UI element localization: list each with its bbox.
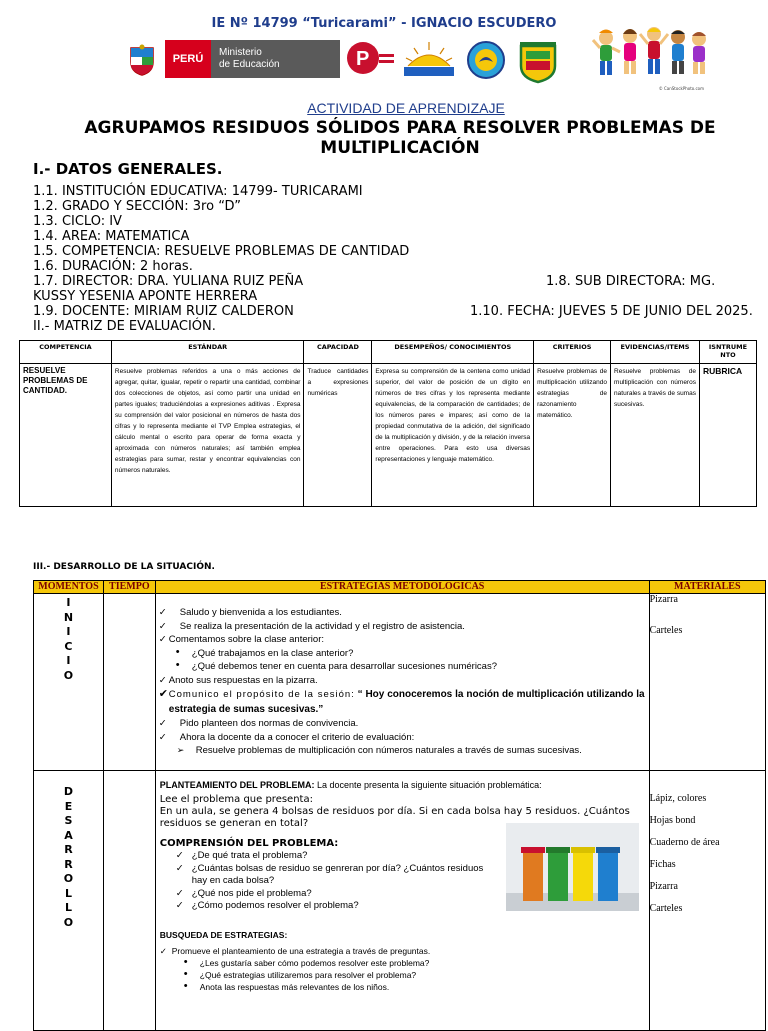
moment-letter: L <box>64 886 72 900</box>
moment-letter: I <box>66 596 71 609</box>
check-icon: ✓ <box>158 620 167 632</box>
general-competencia: 1.5. COMPETENCIA: RESUELVE PROBLEMAS DE CANTIDAD <box>33 244 410 259</box>
general-docente: 1.9. DOCENTE: MIRIAM RUIZ CALDERON <box>33 304 294 319</box>
check-icon: ✓ <box>159 945 167 956</box>
matrix-cell-criterios: Resuelve problemas de multiplicación utilizando estrategias de razonamiento matemático. <box>534 364 611 507</box>
check-icon: ✓ <box>158 731 167 743</box>
arrow-icon: ➢ <box>176 745 185 755</box>
matrix-col-competencia: COMPETENCIA <box>20 341 112 364</box>
ministry-logo <box>165 40 340 78</box>
moment-letter: S <box>64 814 73 827</box>
regional-emblem-logo <box>465 40 507 80</box>
dev-col-estrategias: ESTRATEGIAS METODOLOGICAS <box>155 581 649 594</box>
illustration-credit: © CanStockPhoto.com <box>658 86 704 91</box>
bullet-icon: • <box>183 955 188 968</box>
check-icon: ✓ <box>158 674 167 686</box>
desarrollo-row <box>34 771 766 1031</box>
development-table <box>33 580 766 1031</box>
material-item: Lápiz, colores <box>649 793 707 804</box>
list-item: ✓ Promueve el planteamiento de una estrategia a través de preguntas. <box>159 945 431 956</box>
materials-inicio <box>649 594 765 771</box>
list-item: ✓ ¿Cómo podemos resolver el problema? <box>175 900 359 911</box>
matrix-col-evidencias: EVIDENCIAS/ITEMS <box>611 341 700 364</box>
list-item: • ¿Qué debemos tener en cuenta para desarrollar sucesiones numéricas? <box>175 659 497 672</box>
check-icon: ✓ <box>175 887 184 899</box>
pronoei-logo <box>345 40 395 80</box>
general-director: 1.7. DIRECTOR: DRA. YULIANA RUIZ PEÑA <box>33 274 304 289</box>
ministry-line2: de Educación <box>219 59 280 70</box>
matrix-row <box>20 364 757 507</box>
matrix-col-criterios: CRITERIOS <box>534 341 611 364</box>
matrix-cell-desempenos: Expresa su comprensión de la centena como unidad superior, del valor de posición de un dígito en números de tres cifras y los representa mediante equivalencias, de la comparación de cantidades; de los números pares e impares; así como de la propiedad conmutativa de la adición, del significado de la multiplicación y división, y de la relación inversa entre operaciones. Para esto usa diversas representaciones y lenguaje matemático. <box>372 364 534 507</box>
moment-letter: E <box>64 799 73 813</box>
matrix-header-row <box>20 341 757 364</box>
list-item: • ¿Qué estrategias utilizaremos para resolver el problema? <box>183 967 417 980</box>
list-item: • Anota las respuestas más relevantes de los niños. <box>183 979 390 992</box>
section-matrix-heading: II.- MATRIZ DE EVALUACIÓN. <box>33 319 216 334</box>
bullet-icon: • <box>175 645 180 658</box>
general-subdirectora: 1.8. SUB DIRECTORA: MG. <box>546 274 716 289</box>
problem-statement: En un aula, se genera 4 bolsas de residuos por día. Si en cada bolsa hay 5 residuos. ¿Cuántos residuos se generan en total? <box>159 806 630 829</box>
time-desarrollo <box>103 771 155 1031</box>
list-item: ✔ Comunico el propósito de la sesión: “ Hoy conoceremos la noción de multiplicación utilizando la estrategia de sumas sucesivas.” <box>158 688 645 715</box>
general-duracion: 1.6. DURACIÓN: 2 horas. <box>33 259 193 274</box>
list-item: ✓ ¿Cuántas bolsas de residuo se genreran por día? ¿Cuántos residuos hay en cada bolsa? <box>175 862 484 886</box>
list-item: ✓ Se realiza la presentación de la actividad y el registro de asistencia. <box>158 620 465 632</box>
bullet-icon: • <box>183 979 188 992</box>
list-item: ✓ Ahora la docente da a conocer el criterio de evaluación: <box>158 731 415 743</box>
general-institucion: 1.1. INSTITUCIÓN EDUCATIVA: 14799- TURICARAMI <box>33 184 363 199</box>
moment-letter: I <box>66 625 71 638</box>
matrix-col-instrumento: ISNTRUME NTO <box>699 341 756 364</box>
moment-letter: R <box>64 843 73 856</box>
sun-logo <box>400 40 458 80</box>
moment-letter: O <box>63 915 74 929</box>
dev-col-tiempo: TIEMPO <box>103 581 155 594</box>
dev-col-materiales: MATERIALES <box>649 581 765 594</box>
check-icon: ✓ <box>158 607 167 618</box>
moment-letter: D <box>63 785 74 798</box>
general-area: 1.4. AREA: MATEMATICA <box>33 229 190 244</box>
peru-label: PERÚ <box>165 40 211 78</box>
list-item: ✓ Saludo y bienvenida a los estudiantes. <box>158 607 342 618</box>
general-fecha: 1.10. FECHA: JUEVES 5 DE JUNIO DEL 2025. <box>470 304 753 319</box>
activity-title: AGRUPAMOS RESIDUOS SÓLIDOS PARA RESOLVER PROBLEMAS DE MULTIPLICACIÓN <box>84 118 716 158</box>
general-ciclo: 1.3. CICLO: IV <box>33 214 122 229</box>
matrix-cell-estandar: Resuelve problemas referidos a una o más acciones de agregar, quitar, igualar, repetir o repartir una cantidad, combinar dos colecciones de objetos, así como partir una unidad en partes iguales; traduciéndolas a expresiones aditivas . Expresa su comprensión del valor posicional en números de hasta dos cifras y lo representa mediante el TVP Emplea estrategias, el cálculo mental o escrito para operar de forma exacta y aproximada con números naturales; así también emplea estrategias para sumar, restar y encontrar equivalencias con números naturales. <box>111 364 304 507</box>
material-item: Pizarra <box>649 594 678 605</box>
evaluation-matrix-table <box>19 340 757 507</box>
check-icon: ✓ <box>175 900 184 911</box>
moment-letter: O <box>63 668 74 682</box>
matrix-col-desempenos: DESEMPEÑOS/ CONOCIMIENTOS <box>372 341 534 364</box>
check-icon: ✓ <box>158 634 167 645</box>
list-item: ✓ ¿De qué trata el problema? <box>175 850 308 861</box>
moment-letter: N <box>63 610 74 624</box>
check-icon: ✓ <box>175 850 184 861</box>
check-icon: ✓ <box>175 862 184 874</box>
general-grado: 1.2. GRADO Y SECCIÓN: 3ro “D” <box>33 199 241 214</box>
moment-letter: C <box>64 639 73 653</box>
list-item: ➢ Resuelve problemas de multiplicación con números naturales a través de sumas sucesivas. <box>176 745 582 756</box>
moment-desarrollo <box>34 771 104 1031</box>
section-general-heading: I.- DATOS GENERALES. <box>33 160 223 178</box>
strategies-inicio <box>155 594 649 771</box>
time-inicio <box>103 594 155 771</box>
materials-desarrollo <box>649 771 765 1031</box>
children-illustration <box>592 24 710 90</box>
list-item: • ¿Qué trabajamos en la clase anterior? <box>175 645 354 659</box>
read-instruction: Lee el problema que presenta: <box>159 794 313 805</box>
moment-letter: L <box>64 901 72 914</box>
development-header-row <box>34 581 766 594</box>
material-item: Carteles <box>649 903 683 914</box>
list-item: ✓ ¿Qué nos pide el problema? <box>175 887 312 899</box>
svg-text:P: P <box>356 48 370 70</box>
recycling-bins-image <box>506 823 639 911</box>
matrix-col-capacidad: CAPACIDAD <box>304 341 372 364</box>
comprension-heading: COMPRENSIÓN DEL PROBLEMA: <box>159 838 339 849</box>
list-item: ✓ Pido planteen dos normas de convivencia. <box>158 718 359 729</box>
activity-label: ACTIVIDAD DE APRENDIZAJE <box>307 100 505 116</box>
matrix-cell-instrumento: RUBRICA <box>699 364 756 507</box>
list-item: • ¿Les gustaría saber cómo podemos resolver este problema? <box>183 955 430 968</box>
peru-shield-logo <box>127 44 157 76</box>
planteamiento-line: PLANTEAMIENTO DEL PROBLEMA: La docente presenta la siguiente situación problemática: <box>159 780 542 790</box>
moment-inicio <box>34 594 104 771</box>
busqueda-heading: BUSQUEDA DE ESTRATEGIAS: <box>159 929 288 940</box>
matrix-cell-evidencias: Resuelve problemas de multiplicación con números naturales a través de sumas sucesivas. <box>611 364 700 507</box>
ministry-line1: Ministerio <box>219 47 262 58</box>
moment-letter: I <box>66 654 71 667</box>
inicio-row <box>34 594 766 771</box>
material-item: Cuaderno de área <box>649 837 720 848</box>
bullet-icon: • <box>183 967 188 980</box>
strategies-desarrollo <box>155 771 649 1031</box>
ministry-label <box>211 40 340 78</box>
material-item: Carteles <box>649 625 683 636</box>
matrix-cell-competencia: RESUELVE PROBLEMAS DE CANTIDAD. <box>20 364 112 507</box>
section-development-heading: III.- DESARROLLO DE LA SITUACIÓN. <box>33 562 215 572</box>
dev-col-momentos: MOMENTOS <box>34 581 104 594</box>
moment-letter: O <box>63 872 74 885</box>
check-icon: ✓ <box>158 718 167 729</box>
general-subdirectora-name: KUSSY YESENIA APONTE HERRERA <box>33 289 258 304</box>
material-item: Hojas bond <box>649 815 696 826</box>
matrix-col-estandar: ESTÁNDAR <box>111 341 304 364</box>
school-header: IE Nº 14799 “Turicarami” - IGNACIO ESCUDERO <box>211 16 557 31</box>
material-item: Fichas <box>649 859 676 870</box>
list-item: ✓ Anoto sus respuestas en la pizarra. <box>158 674 318 686</box>
bullet-icon: • <box>175 659 180 671</box>
moment-letter: A <box>64 828 73 842</box>
moment-letter: R <box>64 857 73 871</box>
check-icon: ✔ <box>158 688 168 700</box>
material-item: Pizarra <box>649 881 678 892</box>
school-crest-logo <box>518 40 558 84</box>
matrix-cell-capacidad: Traduce cantidades a expresiones numéricas <box>304 364 372 507</box>
list-item: ✓ Comentamos sobre la clase anterior: <box>158 634 325 645</box>
